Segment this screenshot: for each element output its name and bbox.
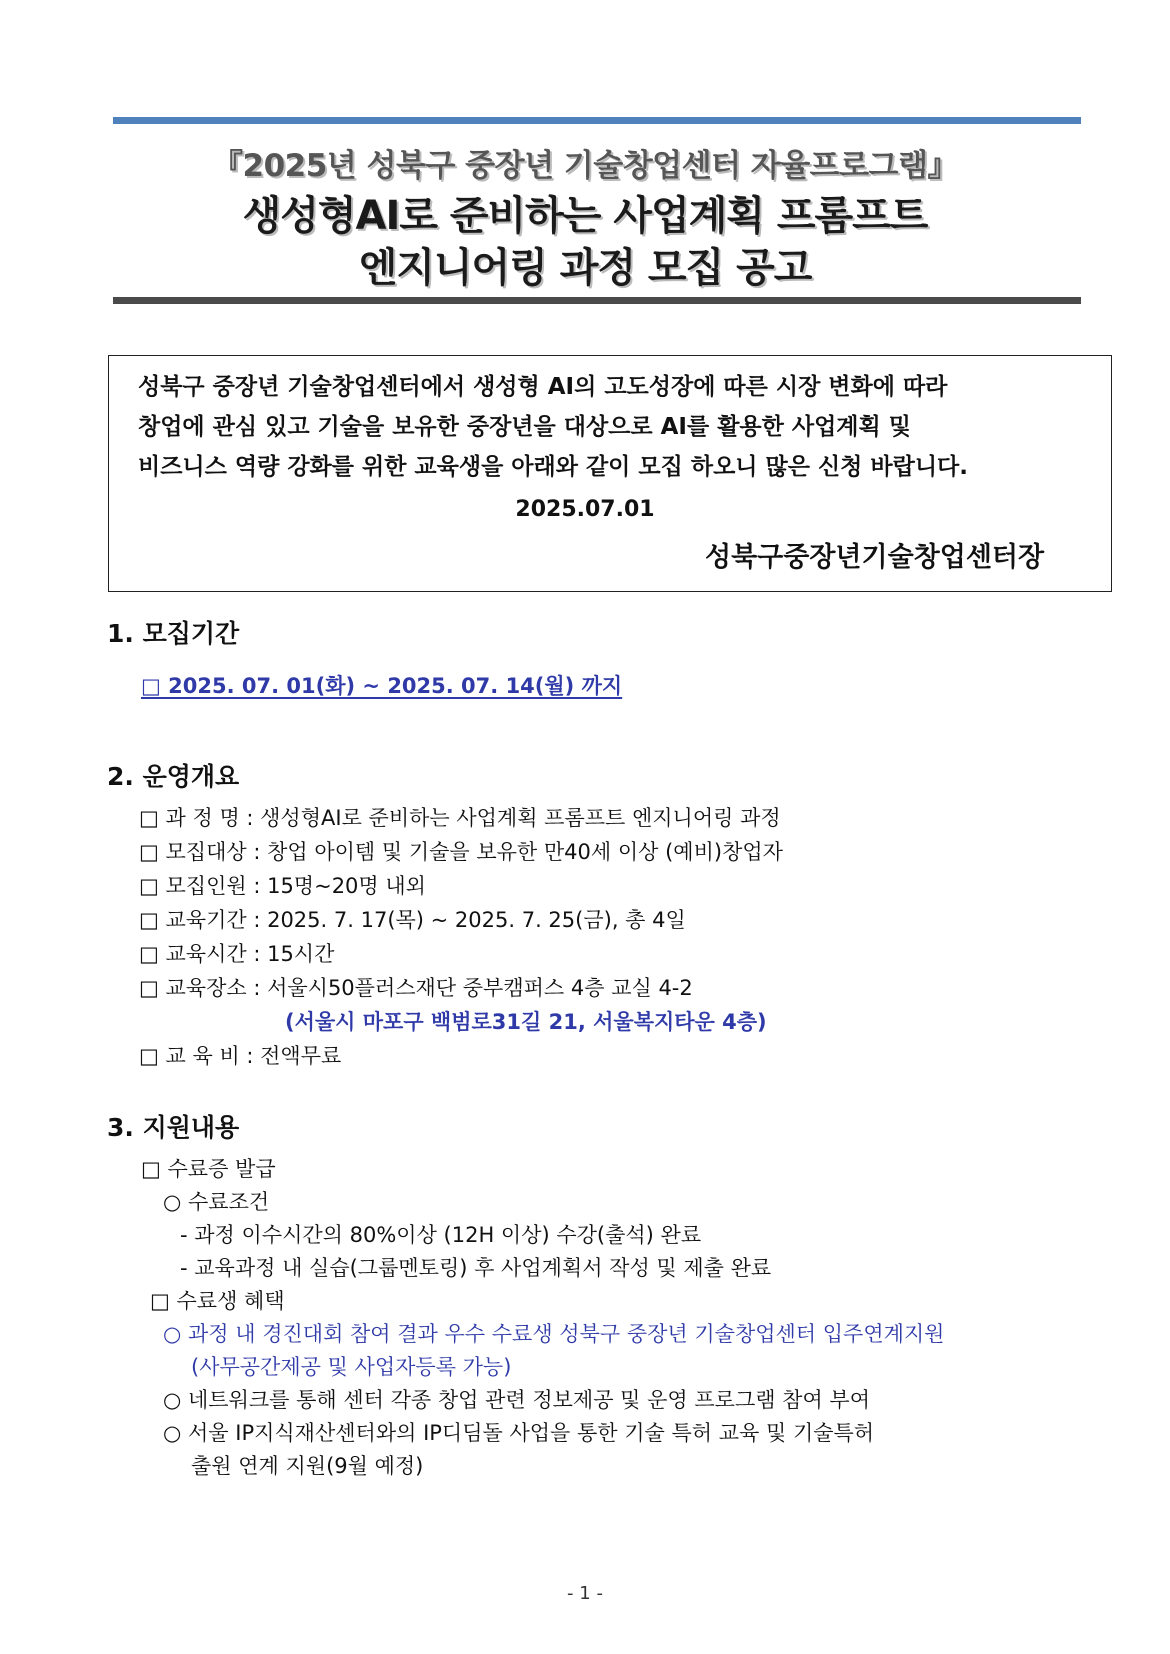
benefit-3-line1: ○ 서울 IP지식재산센터와의 IP디딤돌 사업을 통한 기술 특허 교육 및 기술특허 xyxy=(163,1421,875,1445)
intro-line-3: 비즈니스 역량 강화를 위한 교육생을 아래와 같이 모집 하오니 많은 신청 바랍니다. xyxy=(138,454,969,480)
document-title-line1: 생성형AI로 준비하는 사업계획 프롬프트 xyxy=(242,193,928,239)
overview-hours: □ 교육시간 : 15시간 xyxy=(139,942,335,966)
intro-line-2: 창업에 관심 있고 기술을 보유한 중장년을 대상으로 AI를 활용한 사업계획 및 xyxy=(138,414,911,440)
completion-condition-2: - 교육과정 내 실습(그룹멘토링) 후 사업계획서 작성 및 제출 완료 xyxy=(180,1256,772,1280)
document-title-line2: 엔지니어링 과정 모집 공고 xyxy=(358,245,812,291)
document-subtitle: 『2025년 성북구 중장년 기술창업센터 자율프로그램』 xyxy=(212,148,958,184)
benefit-1-line1: ○ 과정 내 경진대회 참여 결과 우수 수료생 성북구 중장년 기술창업센터 입주연계지원 xyxy=(163,1322,945,1346)
intro-date: 2025.07.01 xyxy=(515,497,655,522)
overview-course-name: □ 과 정 명 : 생성형AI로 준비하는 사업계획 프롬프트 엔지니어링 과정 xyxy=(139,806,781,830)
benefit-3-line2: 출원 연계 지원(9월 예정) xyxy=(191,1454,424,1478)
overview-headcount: □ 모집인원 : 15명~20명 내외 xyxy=(139,874,426,898)
overview-address: (서울시 마포구 백범로31길 21, 서울복지타운 4층) xyxy=(285,1010,767,1034)
benefit-1-line2: (사무공간제공 및 사업자등록 가능) xyxy=(191,1355,512,1379)
overview-period: □ 교육기간 : 2025. 7. 17(목) ~ 2025. 7. 25(금), 총 4일 xyxy=(139,908,686,932)
completion-condition-1: - 과정 이수시간의 80%이상 (12H 이상) 수강(출석) 완료 xyxy=(180,1223,702,1247)
intro-line-1: 성북구 중장년 기술창업센터에서 생성형 AI의 고도성장에 따른 시장 변화에 따라 xyxy=(138,374,948,400)
graduate-benefits-title: □ 수료생 혜택 xyxy=(150,1289,285,1313)
support-certificate: □ 수료증 발급 xyxy=(141,1157,276,1181)
section3-heading: 3. 지원내용 xyxy=(107,1113,240,1142)
intro-signature: 성북구중장년기술창업센터장 xyxy=(705,542,1045,573)
overview-location: □ 교육장소 : 서울시50플러스재단 중부캠퍼스 4층 교실 4-2 xyxy=(139,976,693,1000)
completion-condition-title: ○ 수료조건 xyxy=(163,1190,270,1214)
section2-heading: 2. 운영개요 xyxy=(107,762,240,791)
overview-target: □ 모집대상 : 창업 아이템 및 기술을 보유한 만40세 이상 (예비)창업자 xyxy=(139,840,783,864)
header-top-rule xyxy=(113,117,1081,124)
recruit-period: □ 2025. 07. 01(화) ~ 2025. 07. 14(월) 까지 xyxy=(141,674,623,698)
overview-fee: □ 교 육 비 : 전액무료 xyxy=(139,1044,342,1068)
page-number: - 1 - xyxy=(567,1583,603,1604)
section1-heading: 1. 모집기간 xyxy=(107,619,240,648)
benefit-2: ○ 네트워크를 통해 센터 각종 창업 관련 정보제공 및 운영 프로그램 참여 부여 xyxy=(163,1388,871,1412)
header-bottom-rule xyxy=(113,297,1081,304)
